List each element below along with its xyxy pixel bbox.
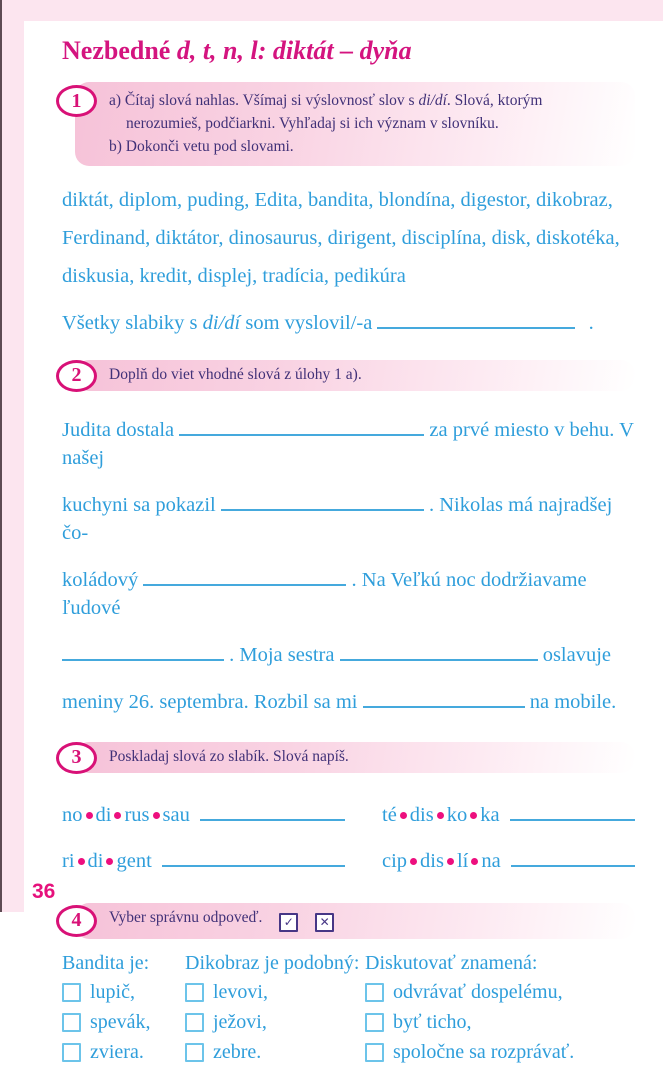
exercise-1-instruction-b: b) Dokonči vetu pod slovami.	[109, 138, 294, 155]
syllable: sau	[162, 804, 190, 826]
exercise-3-band	[71, 742, 635, 773]
exercise-4-instruction: Vyber správnu odpoveď.	[109, 909, 263, 926]
fill-line-5-text: meniny 26. septembra. Rozbil sa mi	[62, 691, 358, 713]
checkbox[interactable]	[185, 1043, 204, 1062]
page-edge-line	[0, 0, 2, 912]
fill-line-2-text: kuchyni sa pokazil	[62, 494, 216, 516]
fill-line-2	[62, 489, 635, 547]
answer-blank[interactable]	[511, 845, 635, 867]
syllable: té	[382, 804, 397, 826]
exercise-2-instruction: Doplň do viet vhodné slová z úlohy 1 a).	[109, 366, 362, 383]
choice-option	[185, 1008, 365, 1038]
page-number: 36	[32, 880, 56, 903]
fill-line-4-tail: oslavuje	[542, 644, 612, 666]
question-label: Bandita je:	[62, 951, 150, 974]
fill-line-2-tail: . Nikolas má najradšej čo-	[62, 494, 613, 544]
syllable-item	[382, 845, 635, 873]
question-label: Diskutovať znamená:	[365, 951, 538, 974]
instruction-a-tail: . Slová, ktorým	[446, 92, 543, 109]
fill-line-5	[62, 686, 635, 716]
syllable-separator-dot	[78, 858, 85, 865]
sentence-mid: som vyslovil/-a	[240, 312, 373, 334]
syllable-separator-dot	[471, 858, 478, 865]
answer-blank[interactable]	[179, 414, 424, 436]
title-prefix: Nezbedné	[62, 36, 177, 65]
exercise-1-number-badge	[56, 85, 97, 117]
exercise-4-number-badge	[56, 905, 97, 937]
syllable: na	[481, 850, 501, 872]
syllable-item	[62, 799, 345, 827]
option-label: spevák,	[90, 1011, 151, 1033]
exercise-2-number: 2	[71, 364, 82, 386]
fill-line-3-tail: . Na Veľkú noc dodržiavame ľudové	[62, 569, 587, 619]
fill-line-5-tail: na mobile.	[529, 691, 617, 713]
checkbox[interactable]	[365, 983, 384, 1002]
syllable-item	[62, 845, 345, 873]
answer-blank[interactable]	[377, 307, 575, 329]
choice-option	[365, 978, 635, 1008]
page-title	[62, 35, 635, 67]
exercise-4-number: 4	[71, 909, 82, 932]
choice-option	[365, 1038, 635, 1068]
exercise-1-instruction-a	[109, 89, 621, 112]
syllable: lí	[456, 850, 469, 872]
syllable-separator-dot	[106, 858, 113, 865]
syllable: di	[95, 804, 112, 826]
syllable-exercise	[62, 799, 635, 873]
answer-blank[interactable]	[200, 799, 345, 821]
checkbox[interactable]	[185, 983, 204, 1002]
fill-line-1	[62, 414, 635, 472]
answer-blank[interactable]	[221, 489, 424, 511]
choice-column-3	[365, 948, 635, 1068]
checkbox[interactable]	[365, 1013, 384, 1032]
syllable-separator-dot	[400, 812, 407, 819]
fill-line-3-text: koládový	[62, 569, 139, 591]
worksheet-page	[24, 21, 663, 1063]
fill-line-3	[62, 564, 635, 622]
page-border-left	[0, 0, 24, 912]
sentence-pre: Všetky slabiky s	[62, 312, 203, 334]
choice-option	[365, 1008, 635, 1038]
syllable-separator-dot	[86, 812, 93, 819]
option-label: lupič,	[90, 981, 135, 1003]
syllable-separator-dot	[437, 812, 444, 819]
option-label: zviera.	[90, 1041, 144, 1063]
exercise-3-number: 3	[71, 746, 82, 768]
syllable: di	[87, 850, 104, 872]
syllable: no	[62, 804, 83, 826]
option-label: ježovi,	[213, 1011, 267, 1033]
fill-line-4	[62, 639, 635, 669]
syllable-separator-dot	[447, 858, 454, 865]
option-label: odvrávať dospelému,	[393, 981, 563, 1003]
checkbox[interactable]	[185, 1013, 204, 1032]
syllable-item	[382, 799, 635, 827]
exercise-1-band	[71, 82, 635, 166]
answer-blank[interactable]	[62, 639, 224, 661]
question-label: Dikobraz je podobný:	[185, 951, 360, 974]
answer-blank[interactable]	[162, 845, 345, 867]
choice-option	[185, 978, 365, 1008]
option-label: zebre.	[213, 1041, 262, 1063]
syllable-separator-dot	[410, 858, 417, 865]
sentence-period: .	[588, 312, 594, 334]
option-label: spoločne sa rozprávať.	[393, 1041, 575, 1063]
answer-blank[interactable]	[363, 686, 525, 708]
crossed-box-icon	[315, 913, 334, 932]
instruction-a-italic: di/dí	[418, 92, 447, 109]
answer-blank[interactable]	[340, 639, 538, 661]
option-label: levovi,	[213, 981, 268, 1003]
instruction-a-text: a) Čítaj slová nahlas. Všímaj si výslovnosť slov s	[109, 92, 419, 109]
syllable: ko	[446, 804, 468, 826]
answer-blank[interactable]	[143, 564, 346, 586]
exercise-2-band	[71, 360, 635, 391]
cross-glyph: ✕	[319, 915, 330, 929]
syllable: gent	[116, 850, 152, 872]
syllable-separator-dot	[153, 812, 160, 819]
title-italic: d, t, n, l: diktát – dyňa	[176, 36, 412, 65]
word-list: diktát, diplom, puding, Edita, bandita, blondína, digestor, dikobraz, Ferdinand, diktátor, dinosaurus, dirigent, disciplína, disk, diskotéka, diskusia, kredit, displej, tradícia, pedikúra	[62, 189, 620, 287]
syllable: dis	[409, 804, 434, 826]
fill-line-1-tail: za prvé miesto v behu. V našej	[62, 419, 634, 469]
fill-line-1-text: Judita dostala	[62, 419, 175, 441]
multiple-choice-grid	[62, 948, 635, 1068]
choice-option	[62, 1038, 185, 1068]
page-border-top	[0, 0, 663, 21]
syllable: cip	[382, 850, 408, 872]
checkbox[interactable]	[62, 983, 81, 1002]
exercise-2-number-badge	[56, 360, 97, 392]
choice-option	[185, 1038, 365, 1068]
exercise-4-band	[71, 903, 635, 939]
syllable-separator-dot	[470, 812, 477, 819]
choice-option	[62, 978, 185, 1008]
exercise-1-instruction-a2: nerozumieš, podčiarkni. Vyhľadaj si ich význam v slovníku.	[126, 115, 499, 132]
syllable: rus	[124, 804, 150, 826]
choice-column-2	[185, 948, 365, 1068]
check-glyph: ✓	[283, 915, 294, 929]
fill-line-4-text: . Moja sestra	[229, 644, 335, 666]
syllable: ka	[480, 804, 500, 826]
choice-option	[62, 1008, 185, 1038]
syllable: dis	[420, 850, 444, 872]
checked-box-icon	[279, 913, 298, 932]
sentence-italic: di/dí	[202, 312, 241, 334]
answer-blank[interactable]	[510, 799, 635, 821]
choice-column-1	[62, 948, 185, 1068]
exercise-3-instruction: Poskladaj slová zo slabík. Slová napíš.	[109, 748, 349, 765]
checkbox[interactable]	[62, 1013, 81, 1032]
exercise-1-number: 1	[71, 89, 82, 112]
exercise-3-number-badge	[56, 742, 97, 774]
sentence-completion	[62, 307, 635, 338]
checkbox[interactable]	[365, 1043, 384, 1062]
syllable: ri	[62, 850, 75, 872]
syllable-separator-dot	[114, 812, 121, 819]
checkbox[interactable]	[62, 1043, 81, 1062]
option-label: byť ticho,	[393, 1011, 472, 1033]
